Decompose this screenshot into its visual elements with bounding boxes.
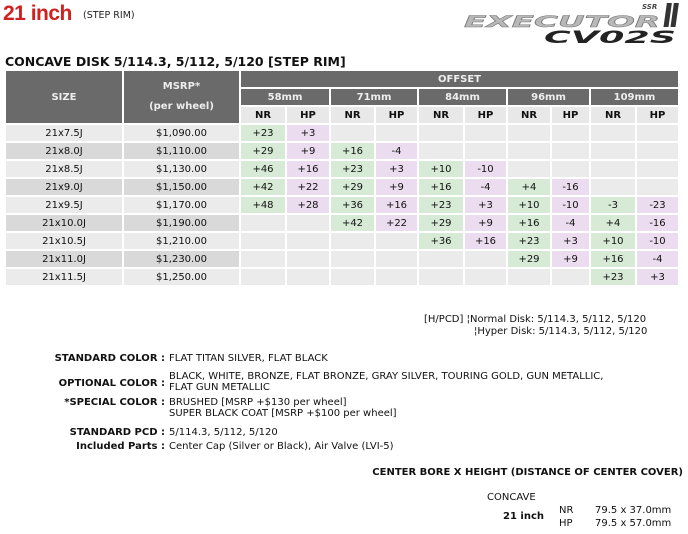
hp-offset-cell: +3 [552, 233, 589, 249]
msrp-sublabel: (per wheel) [149, 101, 214, 112]
pcd-note-label: [H/PCD] [424, 314, 464, 325]
nr-offset-cell: +23 [331, 161, 374, 177]
svg-text:SSR: SSR [642, 3, 658, 11]
hp-offset-cell [376, 251, 417, 267]
hp-offset-cell [465, 251, 506, 267]
nr-offset-cell: +4 [591, 215, 635, 231]
nr-offset-cell: +42 [331, 215, 374, 231]
hp-offset-cell [465, 269, 506, 285]
hp-offset-cell: -10 [465, 161, 506, 177]
size-cell: 21x10.0J [6, 215, 122, 231]
size-cell: 21x10.5J [6, 233, 122, 249]
page-subtitle: (STEP RIM) [83, 10, 135, 21]
hp-offset-cell: -10 [637, 233, 678, 249]
center-bore-nr-value: 79.5 x 37.0mm [595, 505, 672, 516]
hp-offset-cell: +3 [287, 125, 329, 141]
hp-offset-cell [287, 251, 329, 267]
hp-offset-cell: +3 [465, 197, 506, 213]
hp-offset-cell: +9 [287, 143, 329, 159]
nr-offset-cell: +16 [508, 215, 550, 231]
nr-offset-cell [419, 125, 463, 141]
hp-offset-cell: +28 [287, 197, 329, 213]
msrp-header [124, 71, 239, 123]
size-cell: 21x8.5J [6, 161, 122, 177]
hp-offset-cell: -4 [637, 251, 678, 267]
hp-offset-cell: -4 [376, 143, 417, 159]
table-row [6, 197, 678, 213]
nr-offset-cell: +29 [508, 251, 550, 267]
offset-table [4, 69, 680, 287]
msrp-cell: $1,190.00 [124, 215, 239, 231]
nr-offset-cell: +23 [241, 125, 285, 141]
hp-offset-cell [637, 143, 678, 159]
offset-84mm-header: 84mm [419, 89, 506, 105]
spec-label: Included Parts : [76, 441, 165, 452]
size-cell: 21x8.0J [6, 143, 122, 159]
hp-offset-cell: -4 [465, 179, 506, 195]
size-header: SIZE [6, 71, 122, 123]
nr-offset-cell [591, 161, 635, 177]
hp-header: HP [287, 107, 329, 123]
msrp-cell: $1,170.00 [124, 197, 239, 213]
spec-label: STANDARD PCD : [69, 427, 165, 438]
msrp-cell: $1,210.00 [124, 233, 239, 249]
nr-header: NR [508, 107, 550, 123]
offset-71mm-header: 71mm [331, 89, 417, 105]
nr-offset-cell [419, 269, 463, 285]
spec-value: FLAT GUN METALLIC [169, 382, 270, 393]
hp-offset-cell [637, 125, 678, 141]
nr-offset-cell [508, 125, 550, 141]
table-row [6, 233, 678, 249]
hp-offset-cell: +9 [465, 215, 506, 231]
msrp-cell: $1,230.00 [124, 251, 239, 267]
msrp-cell: $1,150.00 [124, 179, 239, 195]
spec-value: FLAT TITAN SILVER, FLAT BLACK [169, 353, 328, 364]
nr-offset-cell: +10 [591, 233, 635, 249]
nr-offset-cell [331, 251, 374, 267]
hp-offset-cell: -16 [637, 215, 678, 231]
nr-offset-cell [331, 125, 374, 141]
nr-offset-cell: -3 [591, 197, 635, 213]
hp-header: HP [637, 107, 678, 123]
nr-offset-cell: +46 [241, 161, 285, 177]
nr-header: NR [591, 107, 635, 123]
nr-offset-cell [591, 143, 635, 159]
page-title: 21 inch [3, 2, 72, 25]
nr-offset-cell: +48 [241, 197, 285, 213]
hp-offset-cell [465, 143, 506, 159]
nr-offset-cell: +42 [241, 179, 285, 195]
hp-offset-cell [287, 269, 329, 285]
nr-offset-cell: +29 [241, 143, 285, 159]
msrp-cell: $1,090.00 [124, 125, 239, 141]
spec-value: SUPER BLACK COAT [MSRP +$100 per wheel] [169, 408, 397, 419]
hp-offset-cell: +16 [287, 161, 329, 177]
nr-offset-cell: +10 [419, 161, 463, 177]
spec-list [0, 353, 688, 463]
hp-offset-cell [637, 179, 678, 195]
hp-offset-cell: +22 [287, 179, 329, 195]
table-row [6, 215, 678, 231]
spec-value: Center Cap (Silver or Black), Air Valve (LVI-5) [169, 441, 394, 452]
hp-offset-cell [376, 269, 417, 285]
svg-text:EXECUTOR: EXECUTOR [464, 12, 660, 31]
nr-offset-cell: +23 [591, 269, 635, 285]
hp-offset-cell [287, 215, 329, 231]
nr-header: NR [331, 107, 374, 123]
hp-offset-cell [552, 161, 589, 177]
hp-offset-cell [637, 161, 678, 177]
table-row [6, 179, 678, 195]
table-row [6, 251, 678, 267]
center-bore-hp-label: HP [559, 518, 573, 529]
offset-109mm-header: 109mm [591, 89, 678, 105]
center-bore-nr-label: NR [559, 505, 574, 516]
center-bore-type: CONCAVE [487, 492, 536, 503]
hp-offset-cell: +9 [376, 179, 417, 195]
nr-offset-cell: +4 [508, 179, 550, 195]
center-bore-hp-value: 79.5 x 57.0mm [595, 518, 672, 529]
nr-offset-cell: +36 [331, 197, 374, 213]
pcd-note-normal: ¦Normal Disk: 5/114.3, 5/112, 5/120 [466, 314, 647, 325]
nr-offset-cell [591, 125, 635, 141]
hp-offset-cell [552, 269, 589, 285]
hp-offset-cell: +9 [552, 251, 589, 267]
offset-58mm-header: 58mm [241, 89, 329, 105]
hp-offset-cell: +22 [376, 215, 417, 231]
size-cell: 21x9.5J [6, 197, 122, 213]
nr-offset-cell: +29 [419, 215, 463, 231]
center-bore-size: 21 inch [503, 511, 544, 522]
pcd-note-hyper: ¦Hyper Disk: 5/114.3, 5/112, 5/120 [474, 326, 648, 337]
nr-offset-cell: +16 [419, 179, 463, 195]
hp-header: HP [552, 107, 589, 123]
hp-offset-cell [552, 125, 589, 141]
svg-text:CV02S: CV02S [544, 28, 676, 44]
hp-offset-cell: -23 [637, 197, 678, 213]
table-row [6, 269, 678, 285]
size-cell: 21x11.0J [6, 251, 122, 267]
hp-offset-cell: -4 [552, 215, 589, 231]
nr-offset-cell [419, 143, 463, 159]
offset-96mm-header: 96mm [508, 89, 589, 105]
executor-cv02s-logo [464, 2, 682, 44]
nr-header: NR [241, 107, 285, 123]
hp-offset-cell [287, 233, 329, 249]
hp-offset-cell [376, 233, 417, 249]
size-cell: 21x11.5J [6, 269, 122, 285]
nr-offset-cell [241, 233, 285, 249]
pcd-note [424, 314, 646, 325]
table-row [6, 125, 678, 141]
nr-offset-cell [241, 251, 285, 267]
nr-offset-cell [241, 215, 285, 231]
center-bore-title: CENTER BORE X HEIGHT (DISTANCE OF CENTER COVER) [372, 467, 683, 478]
hp-offset-cell: +3 [637, 269, 678, 285]
nr-offset-cell: +16 [591, 251, 635, 267]
msrp-cell: $1,110.00 [124, 143, 239, 159]
nr-offset-cell [241, 269, 285, 285]
spec-label: *SPECIAL COLOR : [64, 397, 165, 408]
nr-offset-cell: +36 [419, 233, 463, 249]
size-cell: 21x9.0J [6, 179, 122, 195]
msrp-cell: $1,130.00 [124, 161, 239, 177]
nr-offset-cell [508, 143, 550, 159]
table-row [6, 161, 678, 177]
spec-label: STANDARD COLOR : [54, 353, 165, 364]
hp-offset-cell: -16 [552, 179, 589, 195]
size-cell: 21x7.5J [6, 125, 122, 141]
nr-offset-cell: +10 [508, 197, 550, 213]
msrp-label: MSRP* [162, 81, 201, 92]
nr-offset-cell: +29 [331, 179, 374, 195]
spec-value: BLACK, WHITE, BRONZE, FLAT BRONZE, GRAY SILVER, TOURING GOLD, GUN METALLIC, [169, 371, 604, 382]
hp-offset-cell [552, 143, 589, 159]
hp-offset-cell: +16 [465, 233, 506, 249]
nr-offset-cell [331, 269, 374, 285]
hp-header: HP [465, 107, 506, 123]
nr-offset-cell: +23 [508, 233, 550, 249]
nr-offset-cell [508, 269, 550, 285]
nr-offset-cell: +23 [419, 197, 463, 213]
hp-offset-cell: +3 [376, 161, 417, 177]
hp-header: HP [376, 107, 417, 123]
nr-header: NR [419, 107, 463, 123]
nr-offset-cell: +16 [331, 143, 374, 159]
nr-offset-cell [331, 233, 374, 249]
nr-offset-cell [591, 179, 635, 195]
table-title: CONCAVE DISK 5/114.3, 5/112, 5/120 [STEP RIM] [5, 54, 346, 69]
table-row [6, 143, 678, 159]
spec-value: BRUSHED [MSRP +$130 per wheel] [169, 397, 347, 408]
hp-offset-cell [465, 125, 506, 141]
hp-offset-cell: -10 [552, 197, 589, 213]
hp-offset-cell [376, 125, 417, 141]
hp-offset-cell: +16 [376, 197, 417, 213]
nr-offset-cell [508, 161, 550, 177]
offset-header: OFFSET [241, 71, 678, 87]
spec-label: OPTIONAL COLOR : [58, 378, 165, 389]
msrp-cell: $1,250.00 [124, 269, 239, 285]
spec-value: 5/114.3, 5/112, 5/120 [169, 427, 278, 438]
nr-offset-cell [419, 251, 463, 267]
